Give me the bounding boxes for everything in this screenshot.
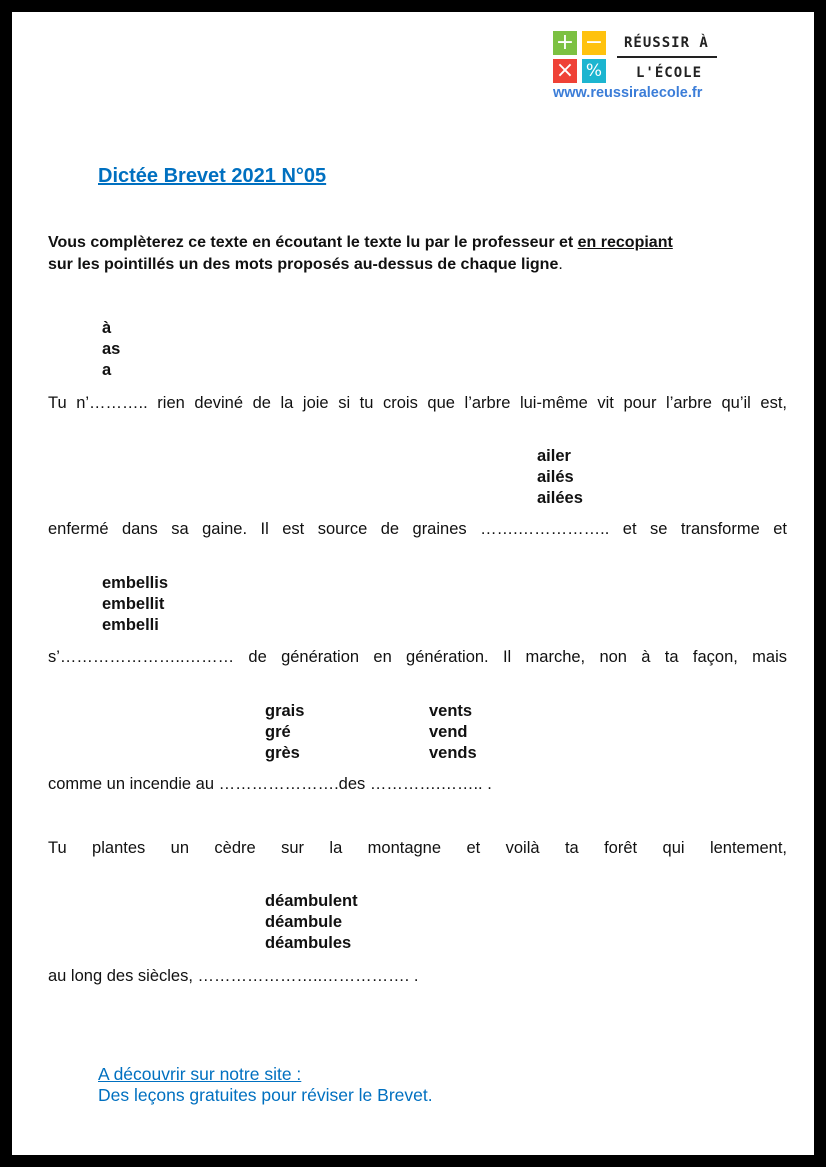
choice-word: déambules: [265, 934, 352, 952]
text-line-6: au long des siècles, …………………..……………. .: [48, 967, 419, 985]
choice-word: à: [102, 319, 112, 337]
instructions-text: Vous complèterez ce texte en écoutant le texte lu par le professeur et: [48, 234, 578, 251]
logo-url[interactable]: www.reussiralecole.fr: [553, 85, 703, 101]
choice-group-4a: [265, 701, 304, 764]
choice-word: grès: [265, 744, 300, 762]
choice-group-5: [265, 891, 358, 954]
choice-word: vend: [429, 723, 468, 741]
instructions-line2: [48, 256, 788, 274]
instructions-end: .: [558, 256, 563, 273]
footer-text: Des leçons gratuites pour réviser le Brevet.: [98, 1085, 433, 1105]
minus-icon: −: [582, 31, 606, 55]
footer-link[interactable]: A découvrir sur notre site :: [98, 1064, 302, 1084]
percent-icon: %: [582, 59, 606, 83]
logo-divider: [617, 56, 717, 58]
choice-word: grais: [265, 702, 305, 720]
logo-line2: L'ÉCOLE: [636, 65, 703, 81]
text-line-2: enfermé dans sa gaine. Il est source de graines …….…………….. et se transforme et: [48, 520, 787, 538]
instructions-underlined: en recopiant: [577, 234, 673, 251]
choice-word: embelli: [102, 616, 159, 634]
times-icon: ×: [553, 59, 577, 83]
page-title: Dictée Brevet 2021 N°05: [98, 165, 327, 187]
choice-word: a: [102, 361, 112, 379]
choice-word: vents: [429, 702, 473, 720]
text-line-4: comme un incendie au ………………….des ………….…….. .: [48, 775, 492, 793]
text-line-1: Tu n’……….. rien deviné de la joie si tu crois que l’arbre lui-même vit pour l’arbre qu’il est,: [48, 394, 787, 412]
choice-group-2: [537, 446, 583, 509]
text-line-3: s’…………………..……… de génération en génération. Il marche, non à ta façon, mais: [48, 648, 787, 666]
instructions-text: sur les pointillés un des mots proposés au-dessus de chaque ligne: [48, 256, 559, 273]
choice-word: embellis: [102, 574, 169, 592]
choice-word: ailées: [537, 489, 583, 507]
choice-word: ailer: [537, 447, 571, 465]
instructions-line1: [48, 234, 788, 252]
choice-word: déambule: [265, 913, 343, 931]
choice-group-3: [102, 573, 168, 636]
choice-word: ailés: [537, 468, 574, 486]
text-line-5: Tu plantes un cèdre sur la montagne et voilà ta forêt qui lentement,: [48, 839, 787, 857]
plus-icon: +: [553, 31, 577, 55]
choice-group-4b: [429, 701, 477, 764]
logo-line1: RÉUSSIR À: [624, 35, 709, 51]
choice-word: as: [102, 340, 121, 358]
choice-word: vends: [429, 744, 477, 762]
choice-word: gré: [265, 723, 291, 741]
choice-word: déambulent: [265, 892, 358, 910]
choice-word: embellit: [102, 595, 165, 613]
choice-group-1: [102, 318, 120, 381]
